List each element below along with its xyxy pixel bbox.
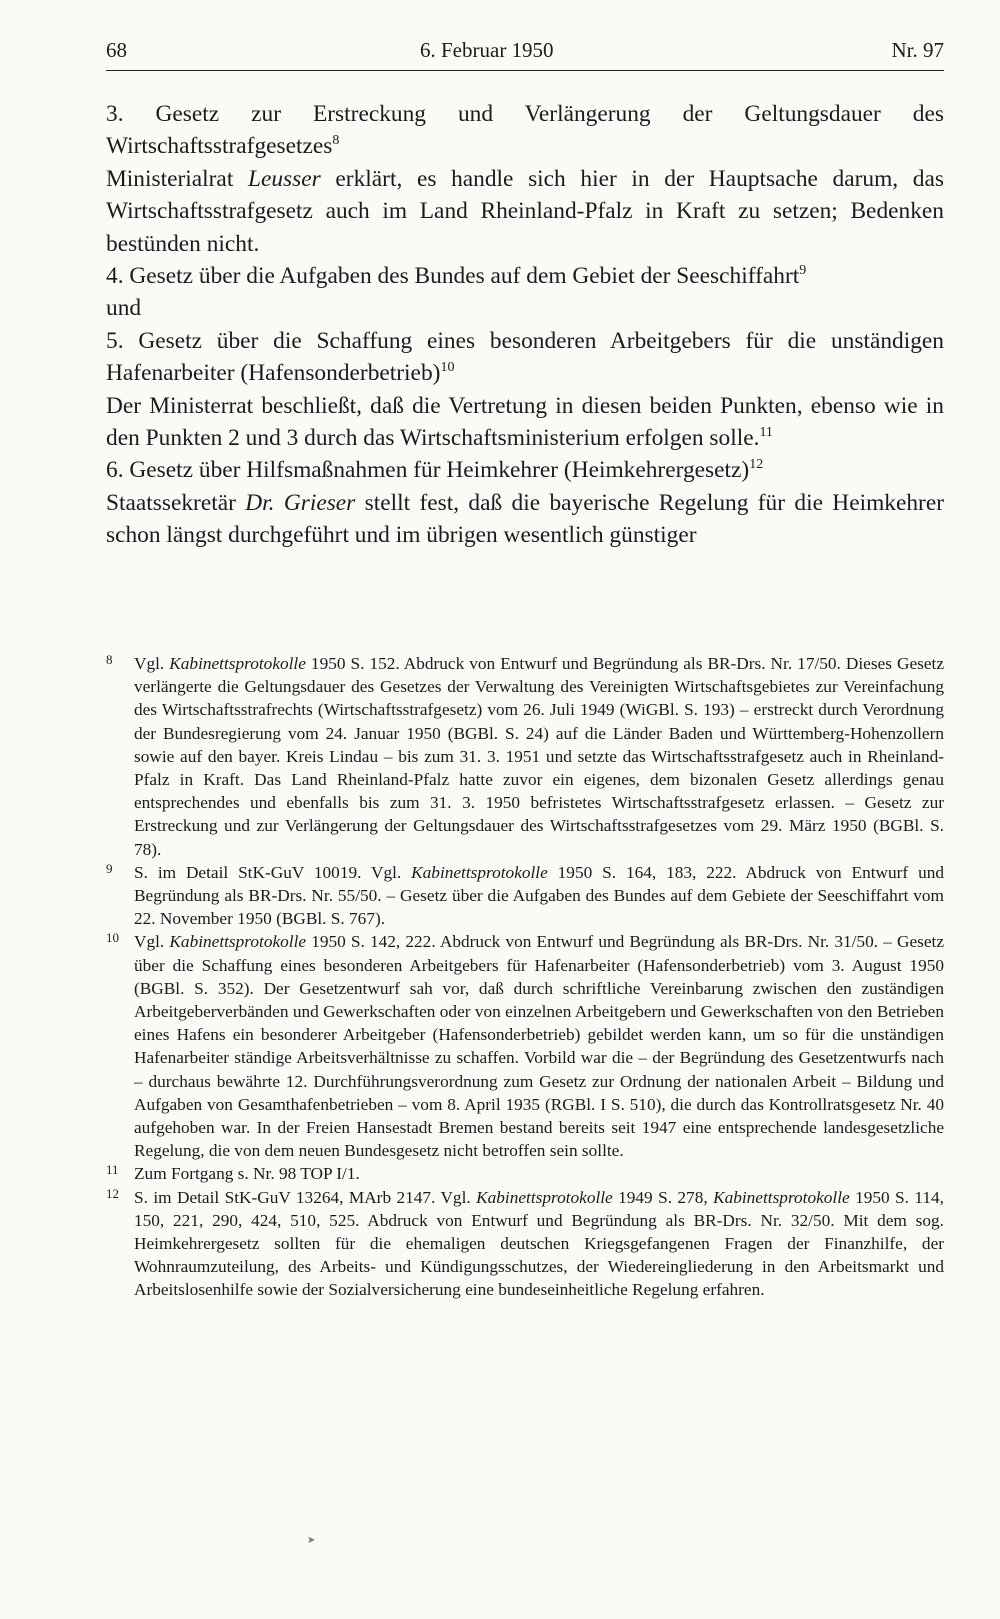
paragraph-leusser: Ministerialrat Leusser erklärt, es handle sich hier in der Hauptsache darum, das Wirtschaftsstrafgesetz auch im Land Rheinland-Pfalz in Kraft zu setzen; Bedenken bestünden nicht.	[106, 165, 944, 257]
page-number: 68	[106, 38, 127, 62]
issue-number: Nr. 97	[891, 38, 944, 62]
agenda-item-3: 3. Gesetz zur Erstreckung und Verlängerung der Geltungsdauer des Wirtschaftsstrafgesetzes$^8$	[106, 101, 944, 160]
footnote-ref-8[interactable]: 8	[332, 133, 340, 149]
footnote-11: 11 Zum Fortgang s. Nr. 98 TOP I/1.	[106, 1162, 944, 1185]
footnote-9: 9 S. im Detail StK-GuV 10019. Vgl. Kabinettsprotokolle 1950 S. 164, 183, 222. Abdruck von Entwurf und Begründung als BR-Drs. Nr. 55/50. – Gesetz über die Aufgaben des Bundes auf dem Gebiete der Seeschiffahrt vom 22. November 1950 (BGBl. S. 767).	[106, 861, 944, 931]
footnote-ref-10[interactable]: 10	[440, 360, 455, 376]
footnote-12: 12 S. im Detail StK-GuV 13264, MArb 2147. Vgl. Kabinettsprotokolle 1949 S. 278, Kabinettsprotokolle 1950 S. 114, 150, 221, 290, 424, 510, 525. Abdruck von Entwurf und Begründung als BR-Drs. Nr. 32/50. Mit dem sog. Heimkehrergesetz sollten für die ehemaligen deutschen Kriegsgefangenen Fragen der Finanzhilfe, der Wohnraumzuteilung, des Arbeits- und Kündigungsschutzes, der Wiedereingliederung in den Arbeitsmarkt und Arbeitslosenhilfe sowie der Sozialversicherung eine bundeseinheitliche Regelung erfahren.	[106, 1186, 944, 1302]
footnotes	[106, 652, 944, 1302]
main-text	[106, 98, 944, 552]
footnote-number: 11	[106, 1162, 119, 1178]
footnote-ref-12[interactable]: 12	[749, 457, 764, 473]
agenda-item-5: 5. Gesetz über die Schaffung eines besonderen Arbeitgebers für die unständigen Hafenarbeiter (Hafensonderbetrieb)$^{10}$	[106, 327, 944, 387]
person-name: Dr. Grieser	[245, 489, 356, 516]
agenda-item-6: 6. Gesetz über Hilfsmaßnahmen für Heimkehrer (Heimkehrergesetz)$^{12}$	[106, 457, 764, 484]
footnote-10: 10 Vgl. Kabinettsprotokolle 1950 S. 142, 222. Abdruck von Entwurf und Begründung als BR-Drs. Nr. 31/50. – Gesetz über die Schaffung eines besonderen Arbeitgebers für Hafenarbeiter (Hafensonderbetrieb) vom 3. August 1950 (BGBl. S. 352). Der Gesetzentwurf sah vor, daß durch schriftliche Vereinbarung zwischen den zuständigen Arbeitgeberverbänden und Gewerkschaften oder von einzelnen Arbeitgebern und Gewerkschaften von den Betrieben eines Hafens ein besonderer Arbeitgeber (Hafensonderbetrieb) gebildet werden kann, um so für die unständigen Hafenarbeiter ständige Arbeitsverhältnisse zu schaffen. Vorbild war die – der Begründung des Gesetzentwurfs nach – durchaus bewährte 12. Durchführungsverordnung zum Gesetz zur Ordnung der nationalen Arbeit – Bildung und Aufgaben von Gesamthafenbetrieben – vom 8. April 1935 (RGBl. I S. 510), die durch das Kontrollratsgesetz Nr. 40 aufgehoben war. In der Freien Hansestadt Bremen bestand bereits seit 1947 eine entsprechende landesgesetzliche Regelung, die von dem neuen Bundesgesetz nicht betroffen sein sollte.	[106, 930, 944, 1162]
agenda-item-4: 4. Gesetz über die Aufgaben des Bundes auf dem Gebiet der Seeschiffahrt$^9$ und	[106, 263, 807, 322]
footnote-ref-11[interactable]: 11	[759, 425, 773, 441]
footnote-8: 8 Vgl. Kabinettsprotokolle 1950 S. 152. Abdruck von Entwurf und Begründung als BR-Drs. Nr. 17/50. Dieses Gesetz verlängerte die Geltungsdauer des Gesetzes der Verwaltung des Vereinigten Wirtschaftsgebietes zur Vereinfachung des Wirtschaftsstrafrechts (Wirtschaftsstrafgesetz) vom 26. Juli 1949 (WiGBl. S. 193) – erstreckt durch Verordnung der Bundesregierung vom 24. Januar 1950 (BGBl. S. 24) auf die Länder Baden und Württemberg-Hohenzollern sowie auf den bayer. Kreis Lindau – bis zum 31. 3. 1951 und setzte das Wirtschaftsstrafgesetz auch in Rheinland-Pfalz in Kraft. Das Land Rheinland-Pfalz hatte zuvor ein eigenes, dem bizonalen Gesetz allerdings genau entsprechendes und ebenfalls bis zum 31. 3. 1950 befristetes Wirtschaftsstrafgesetz erlassen. – Gesetz zur Erstreckung und zur Verlängerung der Geltungsdauer des Wirtschaftsstrafgesetzes vom 29. März 1950 (BGBl. S. 78).	[106, 652, 944, 861]
footnote-number: 8	[106, 652, 113, 667]
footnote-ref-9[interactable]: 9	[799, 263, 807, 279]
paragraph-grieser: Staatssekretär Dr. Grieser stellt fest, daß die bayerische Regelung für die Heimkehrer schon längst durchgeführt und im übrigen wesentlich günstiger	[106, 489, 944, 549]
person-name: Leusser	[247, 165, 321, 192]
arrow-icon: ➤	[307, 1535, 316, 1546]
footnote-number: 10	[106, 930, 119, 946]
footnote-number: 9	[106, 860, 113, 876]
running-header	[106, 36, 944, 71]
footnote-number: 12	[106, 1185, 119, 1201]
paragraph-decision: Der Ministerrat beschließt, daß die Vertretung in diesen beiden Punkten, ebenso wie in den Punkten 2 und 3 durch das Wirtschaftsministerium erfolgen solle.$^{11}$	[106, 392, 944, 452]
header-date: 6. Februar 1950	[420, 38, 554, 62]
